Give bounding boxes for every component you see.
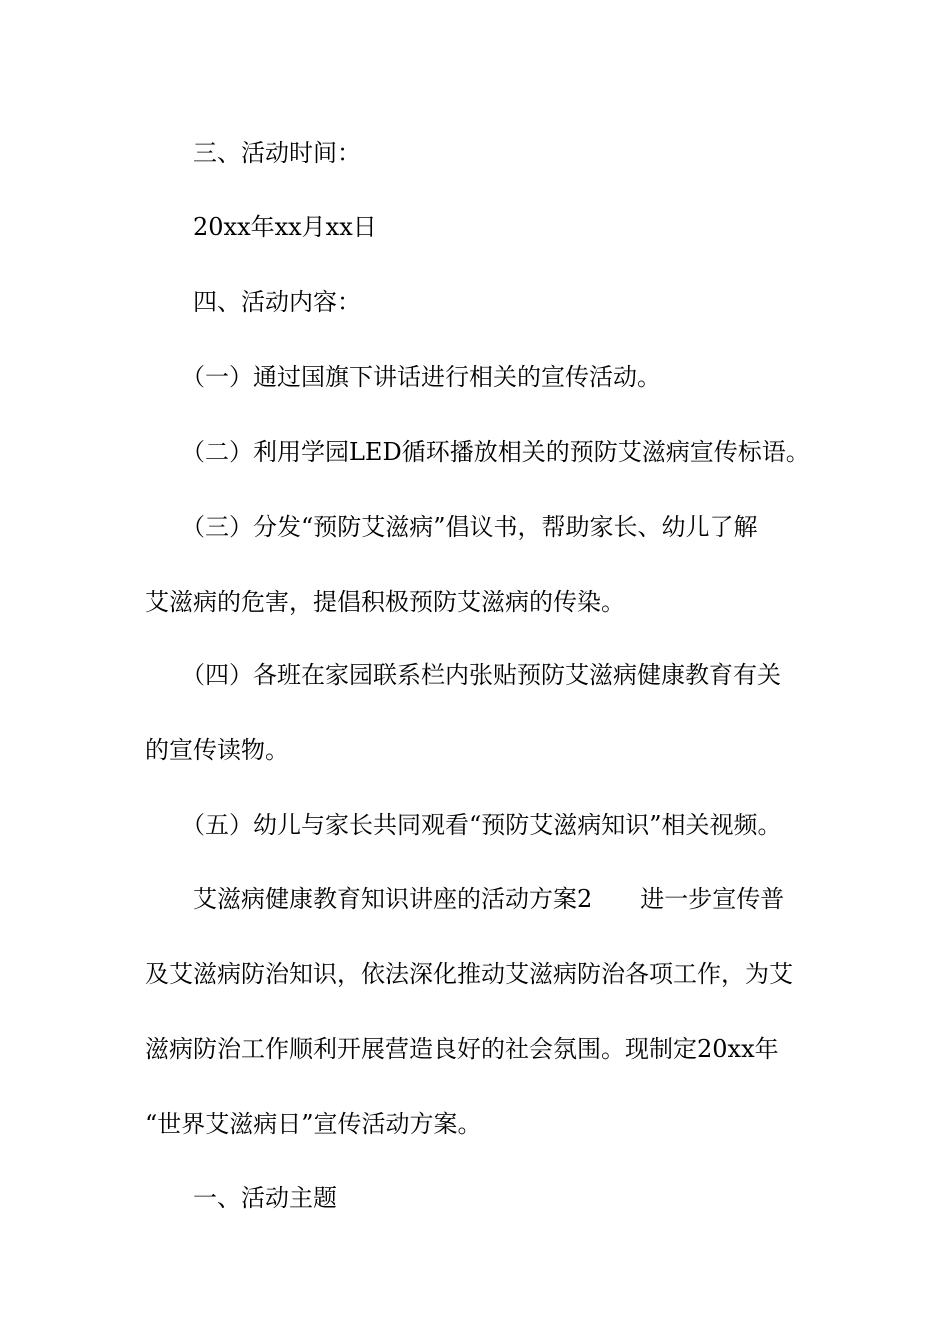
plan-2-title: 艾滋病健康教育知识讲座的活动方案2: [193, 885, 593, 913]
activity-date: 20xx年xx月xx日: [193, 213, 377, 241]
plan-2-intro-line-3: 滋病防治工作顺利开展营造良好的社会氛围。现制定20xx年: [145, 1035, 779, 1063]
plan-2-intro-line-2: 及艾滋病防治知识，依法深化推动艾滋病防治各项工作，为艾: [145, 960, 793, 988]
content-item-3-line-2: 艾滋病的危害，提倡积极预防艾滋病的传染。: [145, 588, 625, 616]
content-item-2: （二）利用学园LED循环播放相关的预防艾滋病宣传标语。: [181, 438, 810, 466]
content-item-3-line-1: （三）分发“预防艾滋病”倡议书，帮助家长、幼儿了解: [181, 513, 758, 541]
section-heading-time: 三、活动时间：: [193, 139, 361, 167]
content-item-5: （五）幼儿与家长共同观看“预防艾滋病知识”相关视频。: [181, 811, 782, 839]
plan-2-intro-line-4: “世界艾滋病日”宣传活动方案。: [145, 1110, 482, 1138]
plan-2-intro-start: 进一步宣传普: [640, 885, 785, 913]
content-item-1: （一）通过国旗下讲话进行相关的宣传活动。: [181, 363, 661, 391]
section-heading-theme: 一、活动主题: [193, 1184, 337, 1212]
section-heading-content: 四、活动内容：: [193, 288, 361, 316]
plan-2-intro-line-1: [193, 879, 863, 919]
content-item-4-line-2: 的宣传读物。: [145, 736, 289, 764]
content-item-4-line-1: （四）各班在家园联系栏内张贴预防艾滋病健康教育有关: [181, 661, 781, 689]
